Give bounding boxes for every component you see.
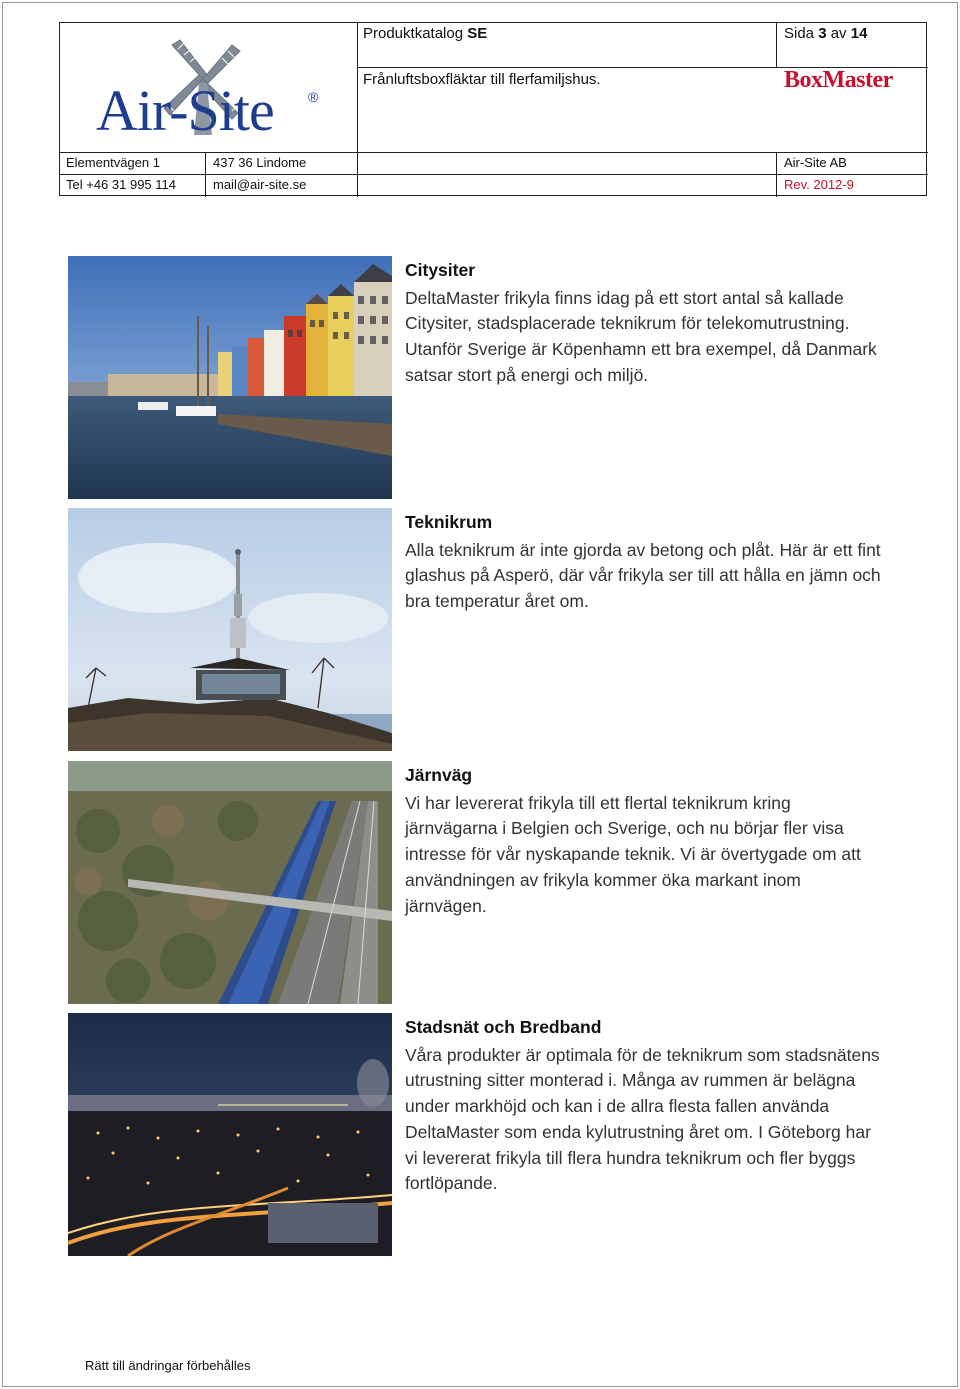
page-number: Sida 3 av 14 (784, 25, 868, 42)
section-heading: Stadsnät och Bredband (405, 1017, 602, 1037)
postal-address: 437 36 Lindome (213, 155, 307, 170)
teknikrum-photo (68, 508, 392, 751)
catalog-title: Produktkatalog SE (363, 25, 488, 42)
section-body: DeltaMaster frikyla finns idag på ett stort antal så kallade Citysiter, stadsplacerade teknikrum för telekomutrustning. Utanför Sverige är Köpenhamn ett bra exempel, då Danmark satsar stort på energi och miljö. (405, 287, 877, 385)
street-address: Elementvägen 1 (66, 155, 160, 170)
catalog-subtitle: Frånluftsboxfläktar till flerfamiljshus. (363, 71, 601, 88)
logo-text: Air-Site (96, 78, 274, 143)
air-site-logo (60, 23, 357, 152)
section-stadsnat (405, 1015, 885, 1197)
section-body: Alla teknikrum är inte gjorda av betong och plåt. Här är ett fint glashus på Asperö, där vår frikyla ser till att hålla en jämn och bra temperatur året om. (405, 539, 881, 612)
phone-number: Tel +46 31 995 114 (66, 177, 176, 192)
section-body: Våra produkter är optimala för de teknikrum som stadsnätens utrustning sitter monterad i. Många av rummen är belägna under markhöjd och kan i de allra flesta fallen använda DeltaMaster som enda kylutrustning året om. I Göteborg har vi levererat frikyla till flera hundra teknikrum och fler byggs fortlöpande. (405, 1044, 880, 1194)
email-link[interactable]: mail@air-site.se (213, 177, 307, 192)
registered-mark: ® (308, 89, 319, 105)
section-heading: Järnväg (405, 765, 473, 785)
citysiter-photo (68, 256, 392, 499)
brand-name: BoxMaster (784, 67, 893, 93)
section-jarnvag (405, 763, 885, 919)
section-heading: Teknikrum (405, 512, 493, 532)
company-name: Air-Site AB (784, 155, 847, 170)
section-teknikrum (405, 510, 885, 615)
section-heading: Citysiter (405, 260, 476, 280)
section-citysiter (405, 258, 885, 389)
jarnvag-photo (68, 761, 392, 1004)
footer-note: Rätt till ändringar förbehålles (85, 1358, 251, 1373)
revision-label: Rev. 2012-9 (784, 177, 854, 192)
stadsnat-photo (68, 1013, 392, 1256)
section-body: Vi har levererat frikyla till ett flertal teknikrum kring järnvägarna i Belgien och Sverige, och nu börjar fler visa intresse för vår nyskapande teknik. Vi är övertygade om att användningen av frikyla kommer öka markant inom järnvägen. (405, 792, 861, 916)
document-header (59, 22, 927, 196)
